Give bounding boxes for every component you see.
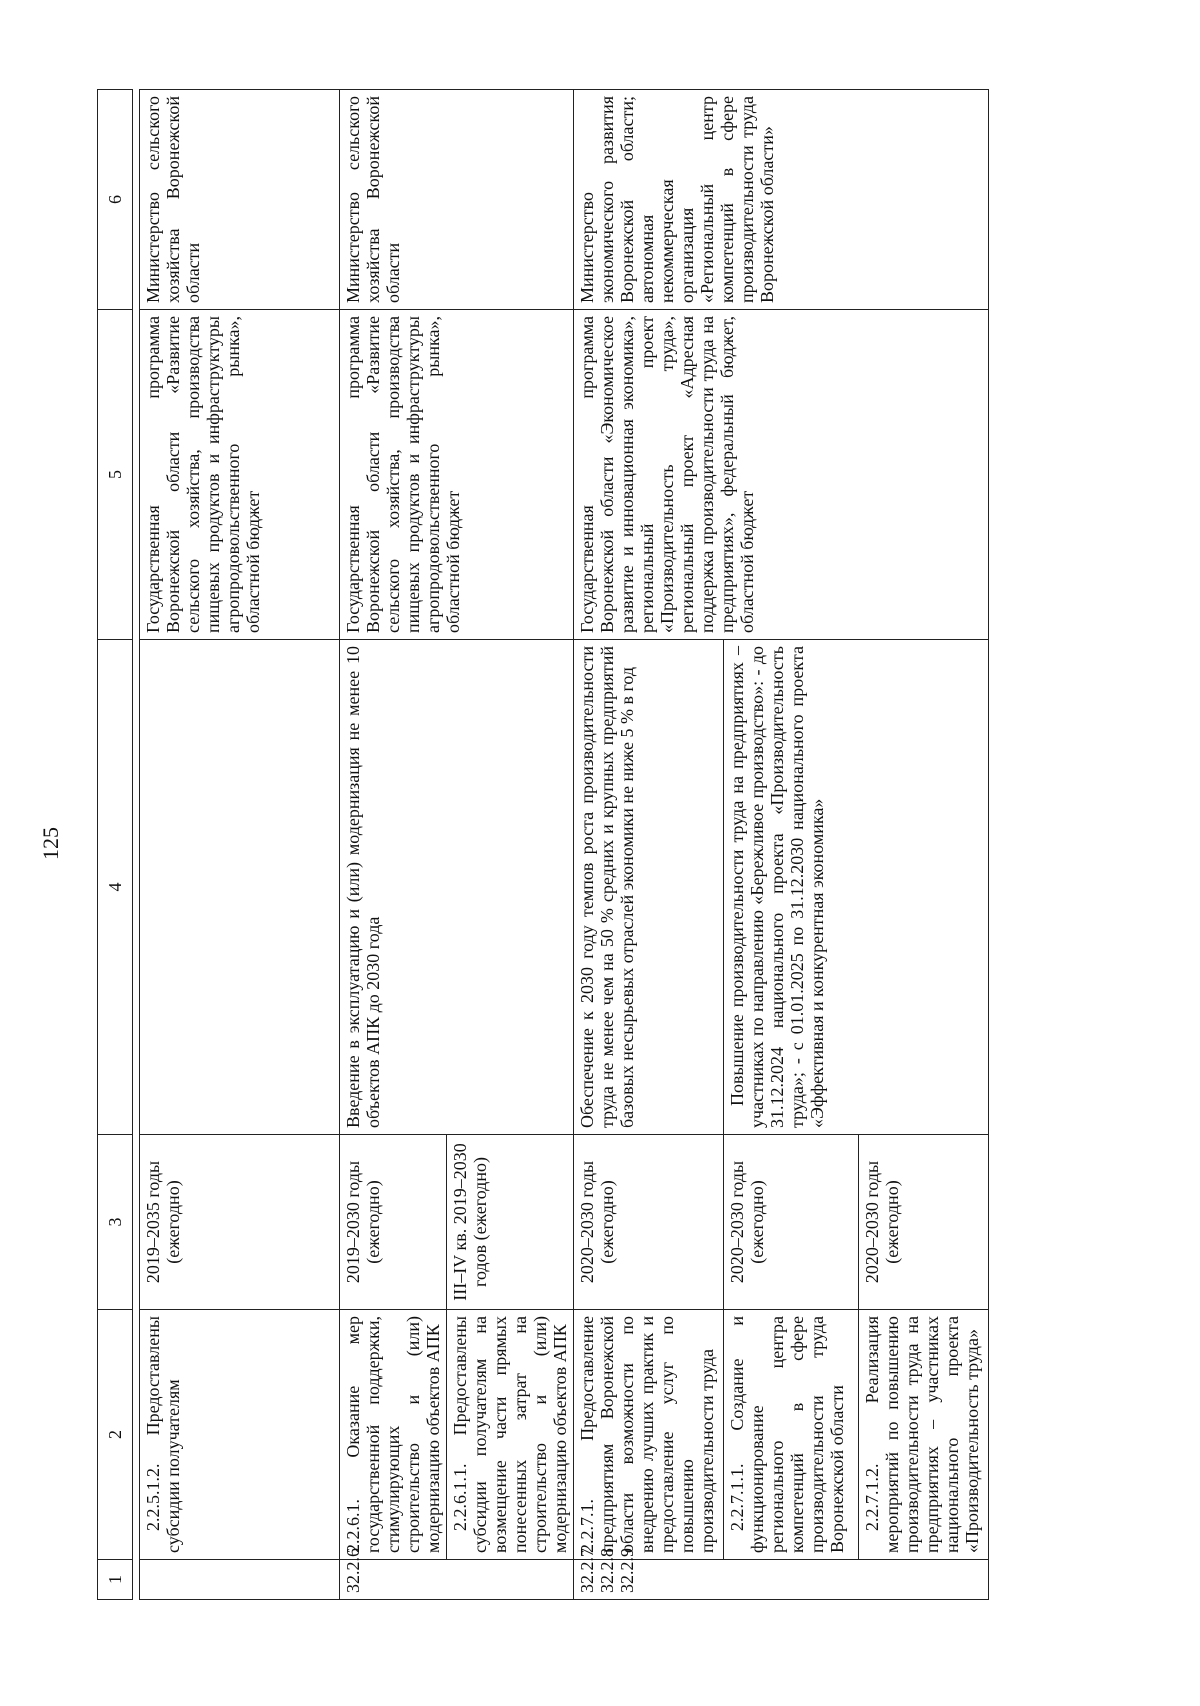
period-cell: 2020–2030 годы (ежегодно) — [574, 1135, 724, 1310]
measures-table — [97, 89, 989, 1600]
sub-measure-cell: 2.2.7.1.1. Создание и функционирование регионального центра компетенций в сфере производительности труда Воронежской области — [724, 1310, 859, 1560]
sub-measure-cell: 2.2.6.1.1. Предоставлены субсидии получателям на возмещение части прямых понесенных затрат на строительство и (или) модернизацию объектов АПК — [447, 1310, 574, 1560]
measure-cell: 2.2.7.1. Предоставление предприятиям Воронежской области возможности по внедрению лучших практик и предоставление услуг по повышению производительности труда — [574, 1310, 724, 1560]
sub-measure-cell: 2.2.7.1.2. Реализация мероприятий по повышению производительности труда на предприятиях – участниках национального проекта «Производительность труда» — [859, 1310, 989, 1560]
result-cell: Обеспечение к 2030 году темпов роста производительности труда не менее чем на 50 % средних и крупных предприятий базовых несырьевых отраслей экономики не ниже 5 % в год — [574, 640, 724, 1135]
table-row — [574, 90, 724, 1600]
column-number: 4 — [98, 640, 133, 1135]
source-cell: Государственная программа Воронежской области «Развитие сельского хозяйства, производства пищевых продуктов и инфраструктуры агропродовольственного рынка», областной бюджет — [140, 310, 340, 640]
column-number: 2 — [98, 1310, 133, 1560]
executor-cell: Министерство сельского хозяйства Воронежской области — [140, 90, 340, 310]
measure-cell: 2.2.6.1. Оказание мер государственной поддержки, стимулирующих строительство и (или) модернизацию объектов АПК — [340, 1310, 447, 1560]
executor-cell: Министерство сельского хозяйства Воронежской области — [340, 90, 574, 310]
row-id: 32.2.6 — [340, 1560, 574, 1600]
period-cell: 2019–2030 годы (ежегодно) — [340, 1135, 447, 1310]
row-id: 32.2.7 32.2.8 32.2.9 — [574, 1560, 989, 1600]
column-number: 6 — [98, 90, 133, 310]
executor-cell: Министерство экономического развития Воронежской области; автономная некоммерческая организация «Региональный центр компетенций в сфере производительности труда Воронежской области» — [574, 90, 989, 310]
rotated-page-content — [97, 90, 1097, 1600]
sub-period-cell: 2020–2030 годы (ежегодно) — [859, 1135, 989, 1310]
sub-result-cell: Повышение производительности труда на предприятиях – участниках по направлению «Бережливое производство»: - до 31.12.2024 национального проекта «Производительность труда»; - с 01.01.2025 по 31.12.2030 национального проекта «Эффективная и конкурентная экономика» — [724, 640, 989, 1135]
table-row — [140, 90, 340, 1600]
row-id — [140, 1560, 340, 1600]
result-cell — [140, 640, 340, 1135]
column-number: 3 — [98, 1135, 133, 1310]
header-gap — [133, 90, 140, 1600]
table-row — [340, 90, 447, 1600]
column-number: 5 — [98, 310, 133, 640]
result-cell: Введение в эксплуатацию и (или) модернизация не менее 10 объектов АПК до 2030 года — [340, 640, 574, 1135]
sub-period-cell: III–IV кв. 2019–2030 годов (ежегодно) — [447, 1135, 574, 1310]
column-number-row — [98, 90, 133, 1600]
column-number: 1 — [98, 1560, 133, 1600]
source-cell: Государственная программа Воронежской области «Экономическое развитие и инновационная экономика», региональный проект «Производительность труда», региональный проект «Адресная поддержка производительности труда на предприятиях», федеральный бюджет, областной бюджет — [574, 310, 989, 640]
gap-cell — [133, 90, 140, 1600]
measure-cell: 2.2.5.1.2. Предоставлены субсидии получателям — [140, 1310, 340, 1560]
page-number: 125 — [38, 827, 63, 860]
sub-period-cell: 2020–2030 годы (ежегодно) — [724, 1135, 859, 1310]
source-cell: Государственная программа Воронежской области «Развитие сельского хозяйства, производства пищевых продуктов и инфраструктуры агропродовольственного рынка», областной бюджет — [340, 310, 574, 640]
period-cell: 2019–2035 годы (ежегодно) — [140, 1135, 340, 1310]
